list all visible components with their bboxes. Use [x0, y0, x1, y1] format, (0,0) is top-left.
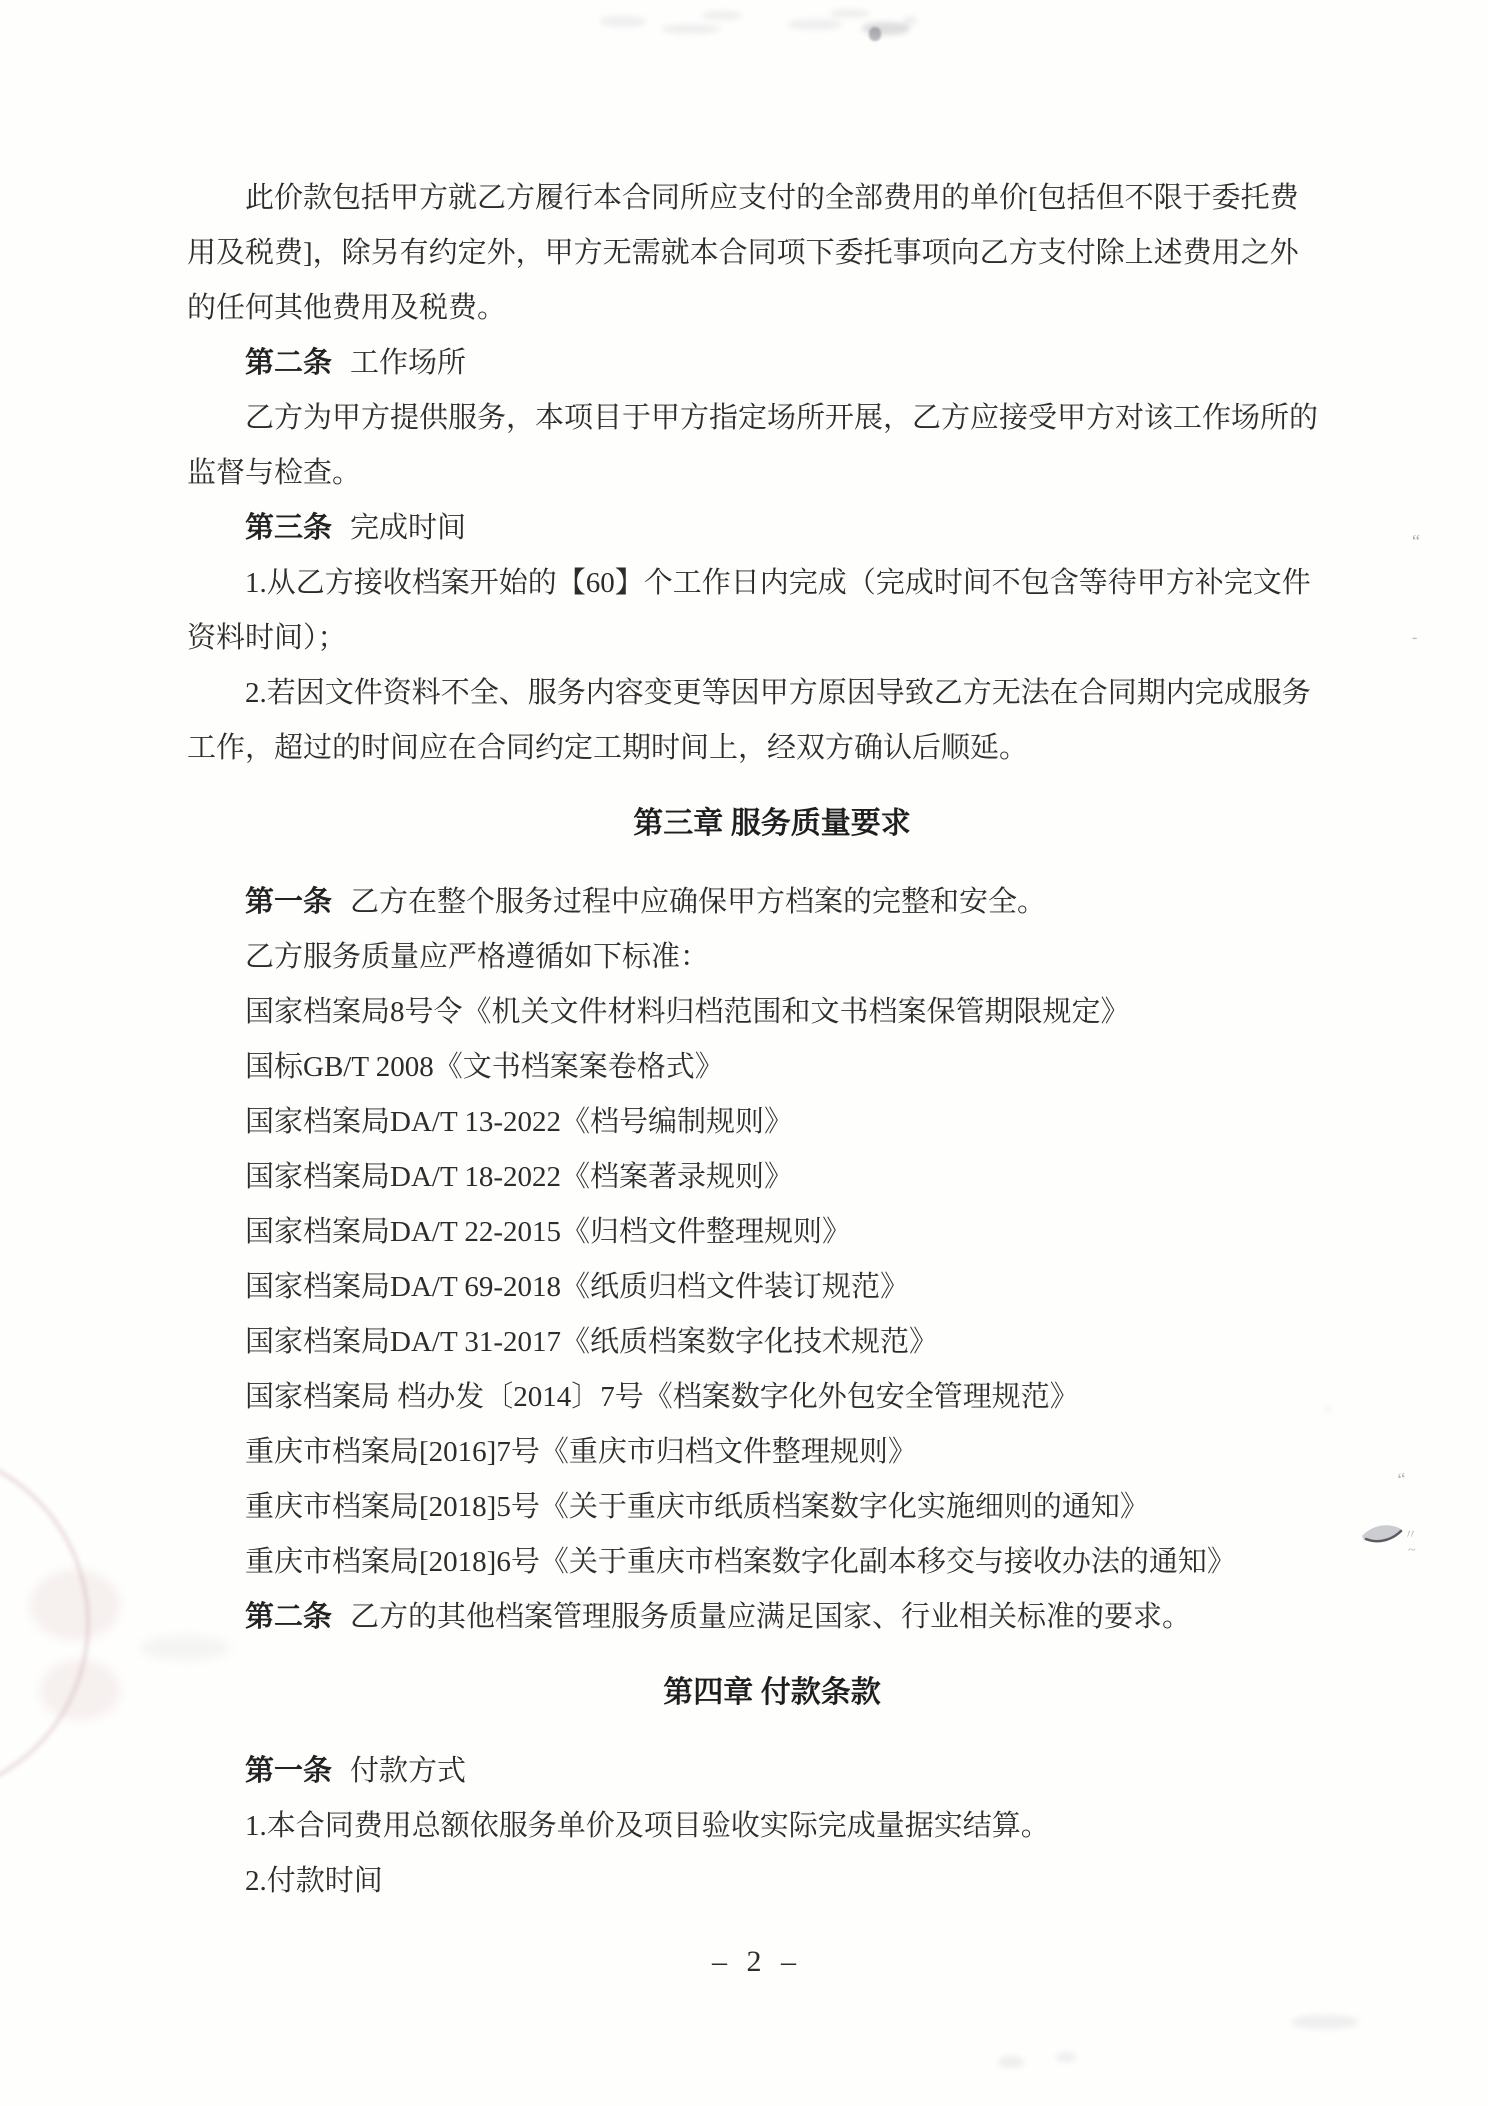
standard-reference-line: 国家档案局DA/T 13-2022《档号编制规则》	[245, 1106, 794, 1138]
standard-reference-line: 国家档案局8号令《机关文件材料归档范围和文书档案保管期限规定》	[245, 996, 1130, 1028]
ink-mark: “	[1412, 531, 1420, 551]
ink-mark: ~	[1408, 1543, 1416, 1558]
chapter-heading: 第三章 服务质量要求	[633, 807, 911, 840]
text-line: 1.从乙方接收档案开始的【60】个工作日内完成（完成时间不包含等待甲方补完文件	[245, 567, 1311, 599]
text-line: 监督与检查。	[187, 457, 362, 489]
pen-scribble-mark	[1358, 1520, 1408, 1552]
page-number: – 2 –	[712, 1945, 802, 1978]
text-line: 乙方为甲方提供服务，本项目于甲方指定场所开展，乙方应接受甲方对该工作场所的	[245, 402, 1319, 434]
text-line: 用及税费]，除另有约定外，甲方无需就本合同项下委托事项向乙方支付除上述费用之外	[187, 237, 1299, 269]
clause-heading-line: 第二条 乙方的其他档案管理服务质量应满足国家、行业相关标准的要求。	[245, 1601, 1192, 1633]
text-line: 2.若因文件资料不全、服务内容变更等因甲方原因导致乙方无法在合同期内完成服务	[245, 677, 1311, 709]
standard-reference-line: 国家档案局 档办发〔2014〕7号《档案数字化外包安全管理规范》	[245, 1381, 1079, 1413]
document-body	[187, 171, 1357, 1909]
text-line: 此价款包括甲方就乙方履行本合同所应支付的全部费用的单价[包括但不限于委托费	[245, 182, 1299, 214]
standard-reference-line: 重庆市档案局[2018]6号《关于重庆市档案数字化副本移交与接收办法的通知》	[245, 1546, 1236, 1578]
ink-mark: 〃	[1404, 1527, 1418, 1542]
clause-heading-line: 第一条 乙方在整个服务过程中应确保甲方档案的完整和安全。	[245, 886, 1047, 918]
text-line: 的任何其他费用及税费。	[187, 292, 507, 324]
text-line: 资料时间）；	[187, 622, 347, 654]
text-line: 乙方服务质量应严格遵循如下标准：	[245, 941, 710, 973]
clause-heading-line: 第三条 完成时间	[245, 512, 467, 544]
standard-reference-line: 重庆市档案局[2016]7号《重庆市归档文件整理规则》	[245, 1436, 917, 1468]
ink-mark: -	[1412, 629, 1418, 646]
text-line: 1.本合同费用总额依服务单价及项目验收实际完成量据实结算。	[245, 1810, 1050, 1842]
standard-reference-line: 国家档案局DA/T 22-2015《归档文件整理规则》	[245, 1216, 852, 1248]
standard-reference-line: 国家档案局DA/T 18-2022《档案著录规则》	[245, 1161, 794, 1193]
text-line: 工作，超过的时间应在合同约定工期时间上，经双方确认后顺延。	[187, 732, 1029, 764]
standard-reference-line: 国标GB/T 2008《文书档案案卷格式》	[245, 1051, 724, 1083]
text-line: 2.付款时间	[245, 1865, 383, 1897]
chapter-heading: 第四章 付款条款	[663, 1676, 881, 1709]
standard-reference-line: 重庆市档案局[2018]5号《关于重庆市纸质档案数字化实施细则的通知》	[245, 1491, 1149, 1523]
ink-mark: “	[1396, 1468, 1408, 1490]
clause-heading-line: 第二条 工作场所	[245, 347, 467, 379]
clause-heading-line: 第一条 付款方式	[245, 1755, 467, 1787]
standard-reference-line: 国家档案局DA/T 69-2018《纸质归档文件装订规范》	[245, 1271, 910, 1303]
standard-reference-line: 国家档案局DA/T 31-2017《纸质档案数字化技术规范》	[245, 1326, 939, 1358]
